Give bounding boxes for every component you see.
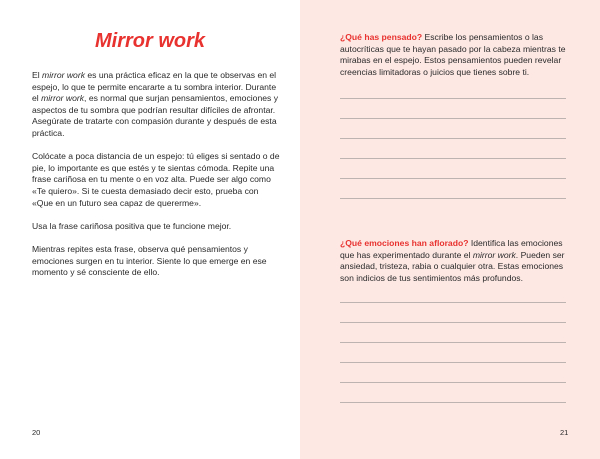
page-number-left: 20 — [32, 428, 41, 437]
page-number-right: 21 — [560, 428, 569, 437]
writing-line[interactable] — [340, 322, 566, 323]
paragraph-4-text: Mientras repites esta frase, observa qué pensamientos y emociones surgen en tu interior. Siente lo que emerge en ese momento y sé consciente de ello. — [32, 243, 267, 278]
prompt-emotions-text-1: Identifica las emociones que has experimentado durante el — [340, 238, 563, 260]
paragraph-2 — [32, 151, 280, 209]
paragraph-3-text: Usa la frase cariñosa positiva que te funcione mejor. — [32, 220, 232, 231]
paragraph-1-em-2: mirror work — [41, 93, 85, 104]
writing-line[interactable] — [340, 342, 566, 343]
paragraph-4 — [32, 244, 280, 279]
writing-line[interactable] — [340, 302, 566, 303]
writing-line[interactable] — [340, 402, 566, 403]
paragraph-1-part-1: El — [32, 70, 43, 80]
page-title: Mirror work — [94, 30, 206, 52]
paragraph-3 — [32, 221, 280, 233]
prompt-emotions — [340, 238, 568, 284]
prompt-emotions-label: ¿Qué emociones han aflorado? — [340, 238, 469, 248]
writing-line[interactable] — [340, 158, 566, 159]
writing-line[interactable] — [340, 138, 566, 139]
prompt-emotions-text-2: . Pueden ser ansiedad, tristeza, rabia o cualquier otra. Estas emociones son indicios de tus sentimientos más profundos. — [340, 249, 565, 283]
prompt-thoughts — [340, 32, 568, 78]
paragraph-1-em-1: mirror work — [42, 70, 85, 80]
writing-line[interactable] — [340, 178, 566, 179]
paragraph-1 — [32, 70, 280, 140]
writing-line[interactable] — [340, 382, 566, 383]
prompt-thoughts-text: Escribe los pensamientos o las autocríticas que te hayan pasado por la cabeza mientras te mirabas en el espejo. Estos pensamientos pueden revelar creencias limitadoras o juicios que tienes sobre ti. — [340, 32, 566, 77]
writing-line[interactable] — [340, 198, 566, 199]
prompt-thoughts-label: ¿Qué has pensado? — [340, 32, 423, 42]
writing-line[interactable] — [340, 362, 566, 363]
writing-line[interactable] — [340, 118, 566, 119]
writing-line[interactable] — [340, 98, 566, 99]
left-body-text — [32, 70, 280, 290]
prompt-emotions-em: mirror work — [472, 249, 516, 260]
paragraph-1-part-2: es una práctica eficaz en la que te observas en el espejo, lo que te permite encararte a tu sombra interior. Durante el — [32, 70, 277, 104]
paragraph-2-text: Colócate a poca distancia de un espejo: tú eliges si sentado o de pie, lo importante es que estés y te sientas cómoda. Repite una frase cariñosa en tu mente o en voz alta. Puede ser algo como «Te quiero». Si te cuesta demasiado decir esto, prueba con «Que en un futuro sea capaz de quererme». — [32, 151, 280, 208]
paragraph-1-part-3: , es normal que surjan pensamientos, emociones y aspectos de tu sombra que podrían resultar difíciles de afrontar. Asegúrate de tratarte con compasión durante y después de esta práctica. — [32, 93, 278, 138]
